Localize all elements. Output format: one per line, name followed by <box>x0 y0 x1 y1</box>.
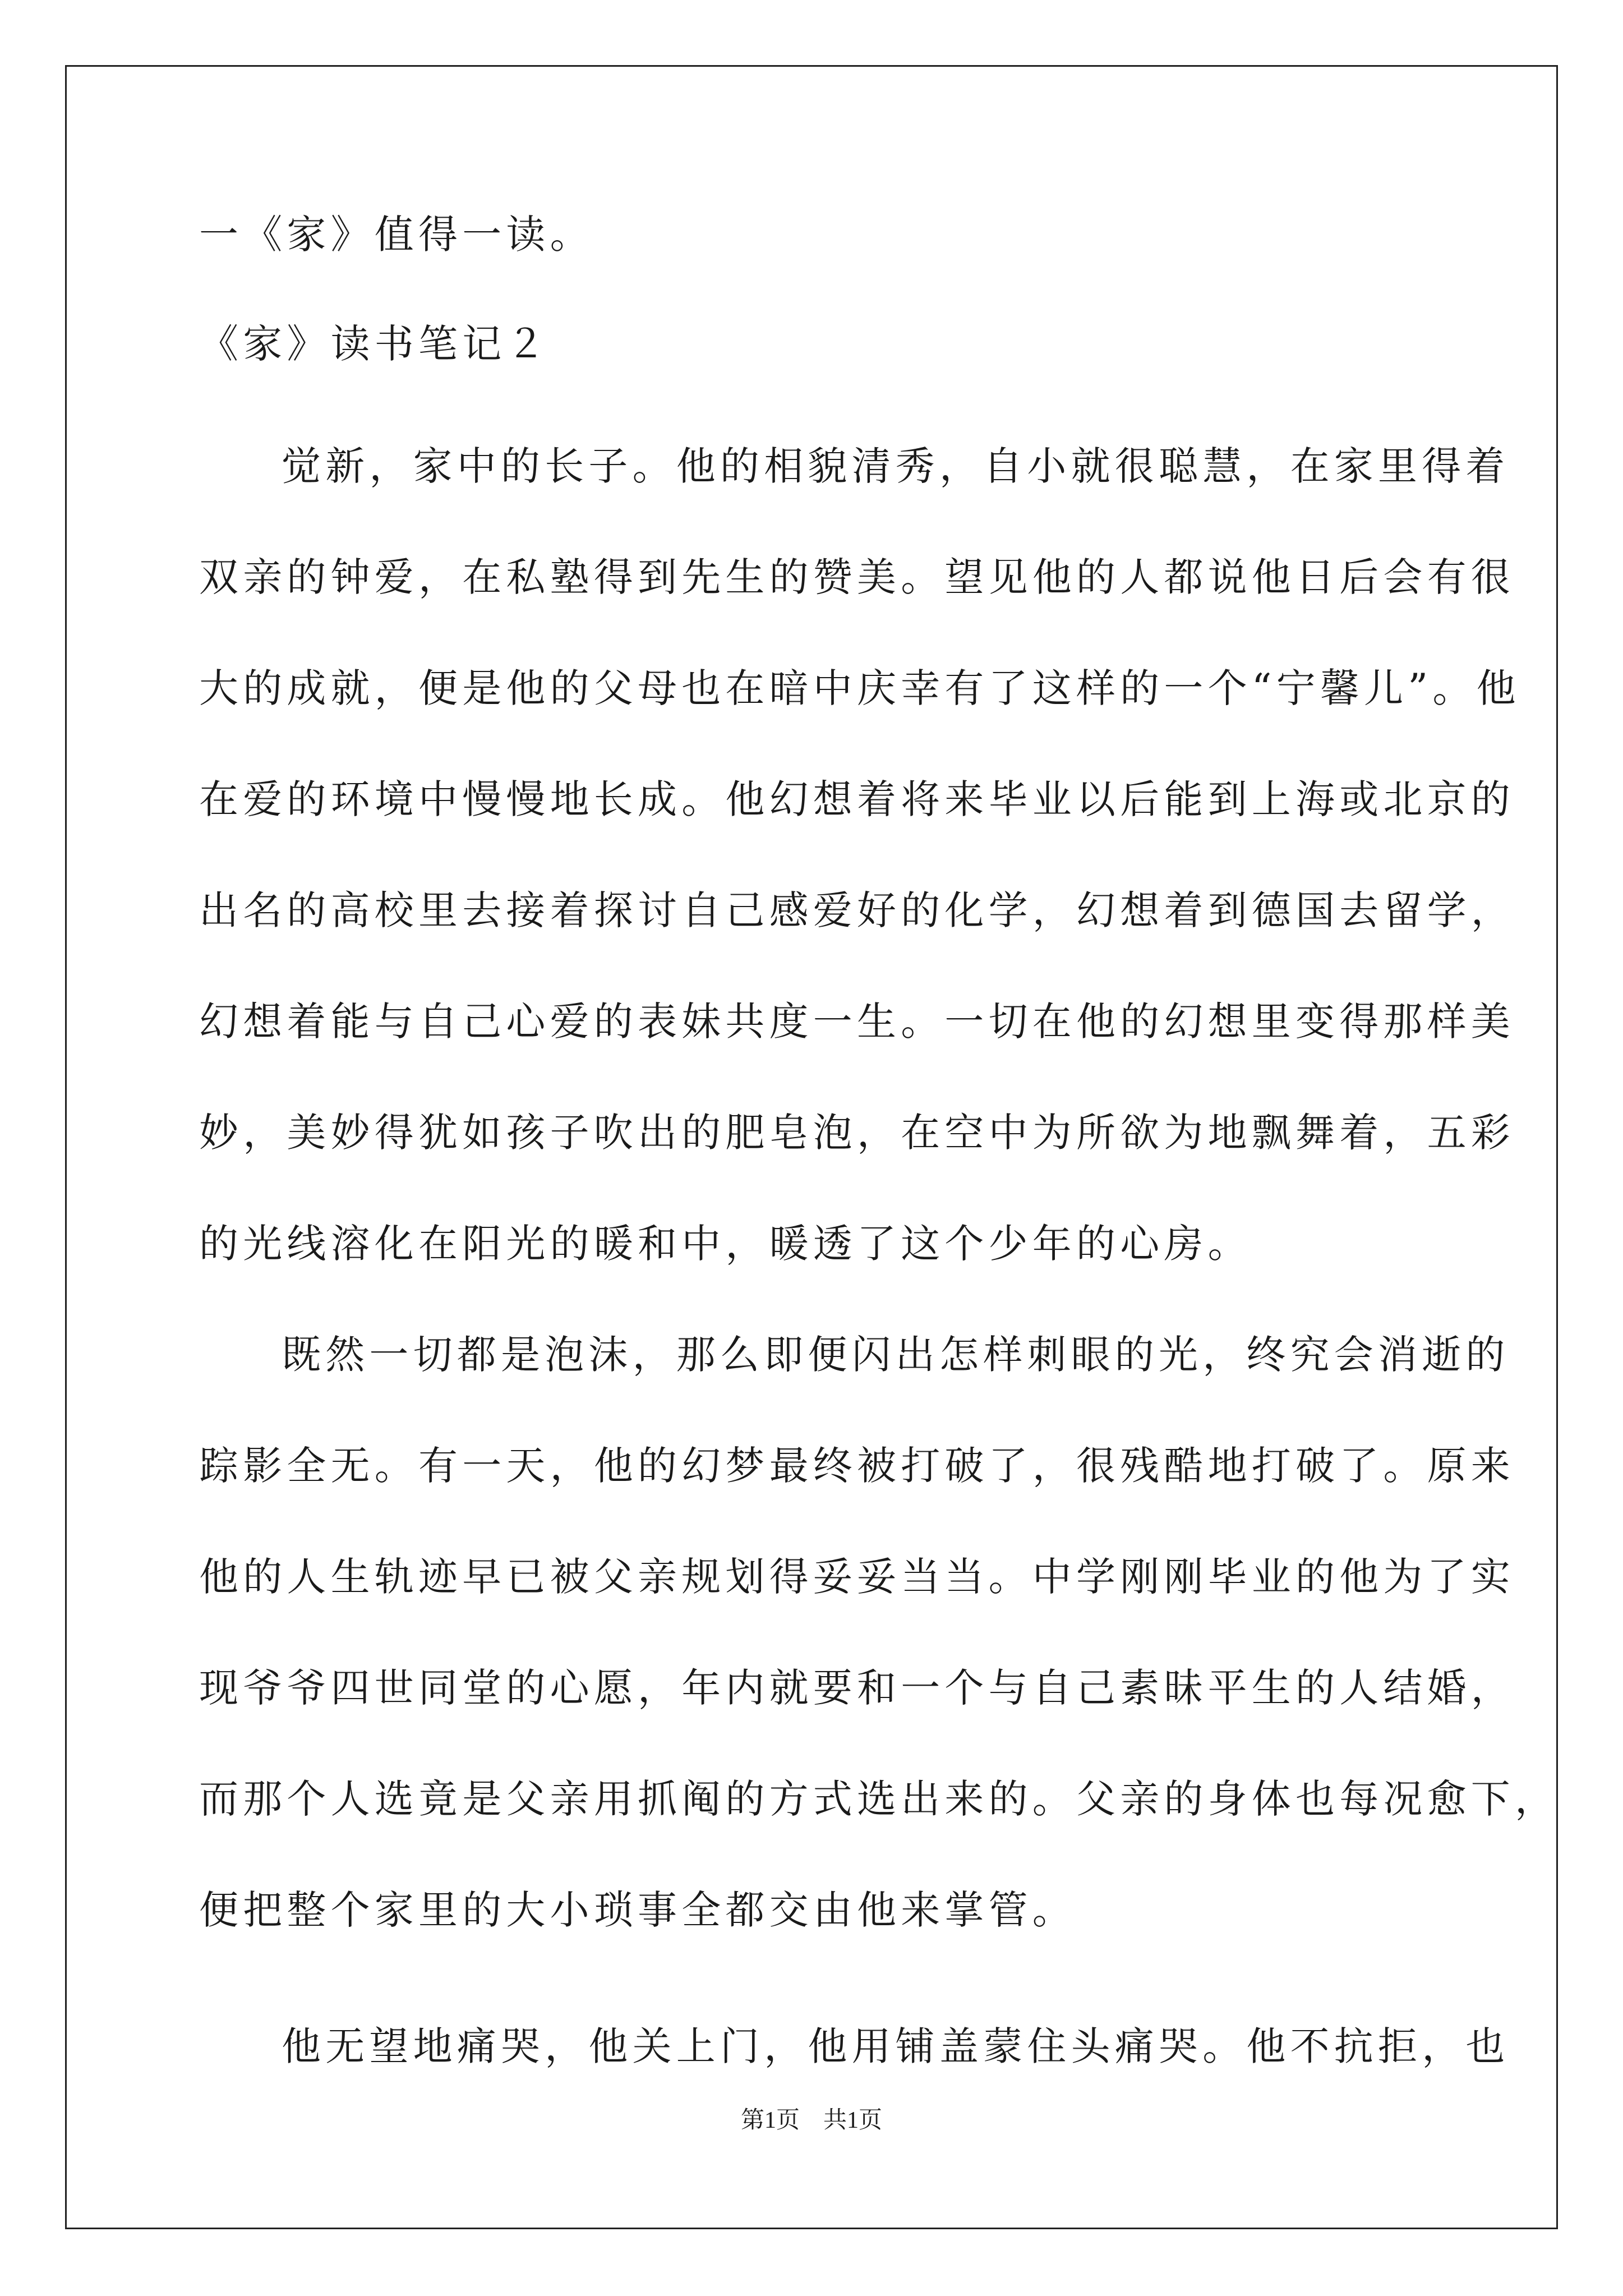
paragraph-line: 妙，美妙得犹如孩子吹出的肥皂泡，在空中为所欲为地飘舞着，五彩 <box>199 1110 1515 1156</box>
section-heading: 《家》读书笔记２ <box>199 321 550 367</box>
paragraph-line: 他无望地痛哭，他关上门，他用铺盖蒙住头痛哭。他不抗拒，也 <box>282 2023 1510 2069</box>
paragraph-line: 现爷爷四世同堂的心愿，年内就要和一个与自己素昧平生的人结婚， <box>199 1665 1515 1711</box>
paragraph-line: 觉新，家中的长子。他的相貌清秀，自小就很聪慧，在家里得着 <box>282 443 1510 489</box>
paragraph-line: 的光线溶化在阳光的暖和中，暖透了这个少年的心房。 <box>199 1221 1252 1267</box>
paragraph-line: 便把整个家里的大小琐事全都交由他来掌管。 <box>199 1887 1076 1933</box>
paragraph-line: 出名的高校里去接着探讨自己感爱好的化学，幻想着到德国去留学， <box>199 887 1515 933</box>
paragraph-line: 踪影全无。有一天，他的幻梦最终被打破了，很残酷地打破了。原来 <box>199 1443 1515 1489</box>
paragraph-line: 幻想着能与自己心爱的表妹共度一生。一切在他的幻想里变得那样美 <box>199 999 1515 1045</box>
paragraph-line: 既然一切都是泡沫，那么即便闪出怎样刺眼的光，终究会消逝的 <box>282 1332 1510 1378</box>
paragraph-line: 他的人生轨迹早已被父亲规划得妥妥当当。中学刚刚毕业的他为了实 <box>199 1554 1515 1600</box>
paragraph-line: 在爱的环境中慢慢地长成。他幻想着将来毕业以后能到上海或北京的 <box>199 776 1515 822</box>
text-line: 一《家》值得一读。 <box>199 211 594 257</box>
page-number-footer: 第1页 共1页 <box>740 2108 882 2133</box>
paragraph-line: 双亲的钟爱，在私塾得到先生的赞美。望见他的人都说他日后会有很 <box>199 554 1515 600</box>
paragraph-line: 大的成就，便是他的父母也在暗中庆幸有了这样的一个“宁馨儿”。他 <box>199 665 1520 711</box>
paragraph-line: 而那个人选竟是父亲用抓阄的方式选出来的。父亲的身体也每况愈下， <box>199 1776 1559 1822</box>
